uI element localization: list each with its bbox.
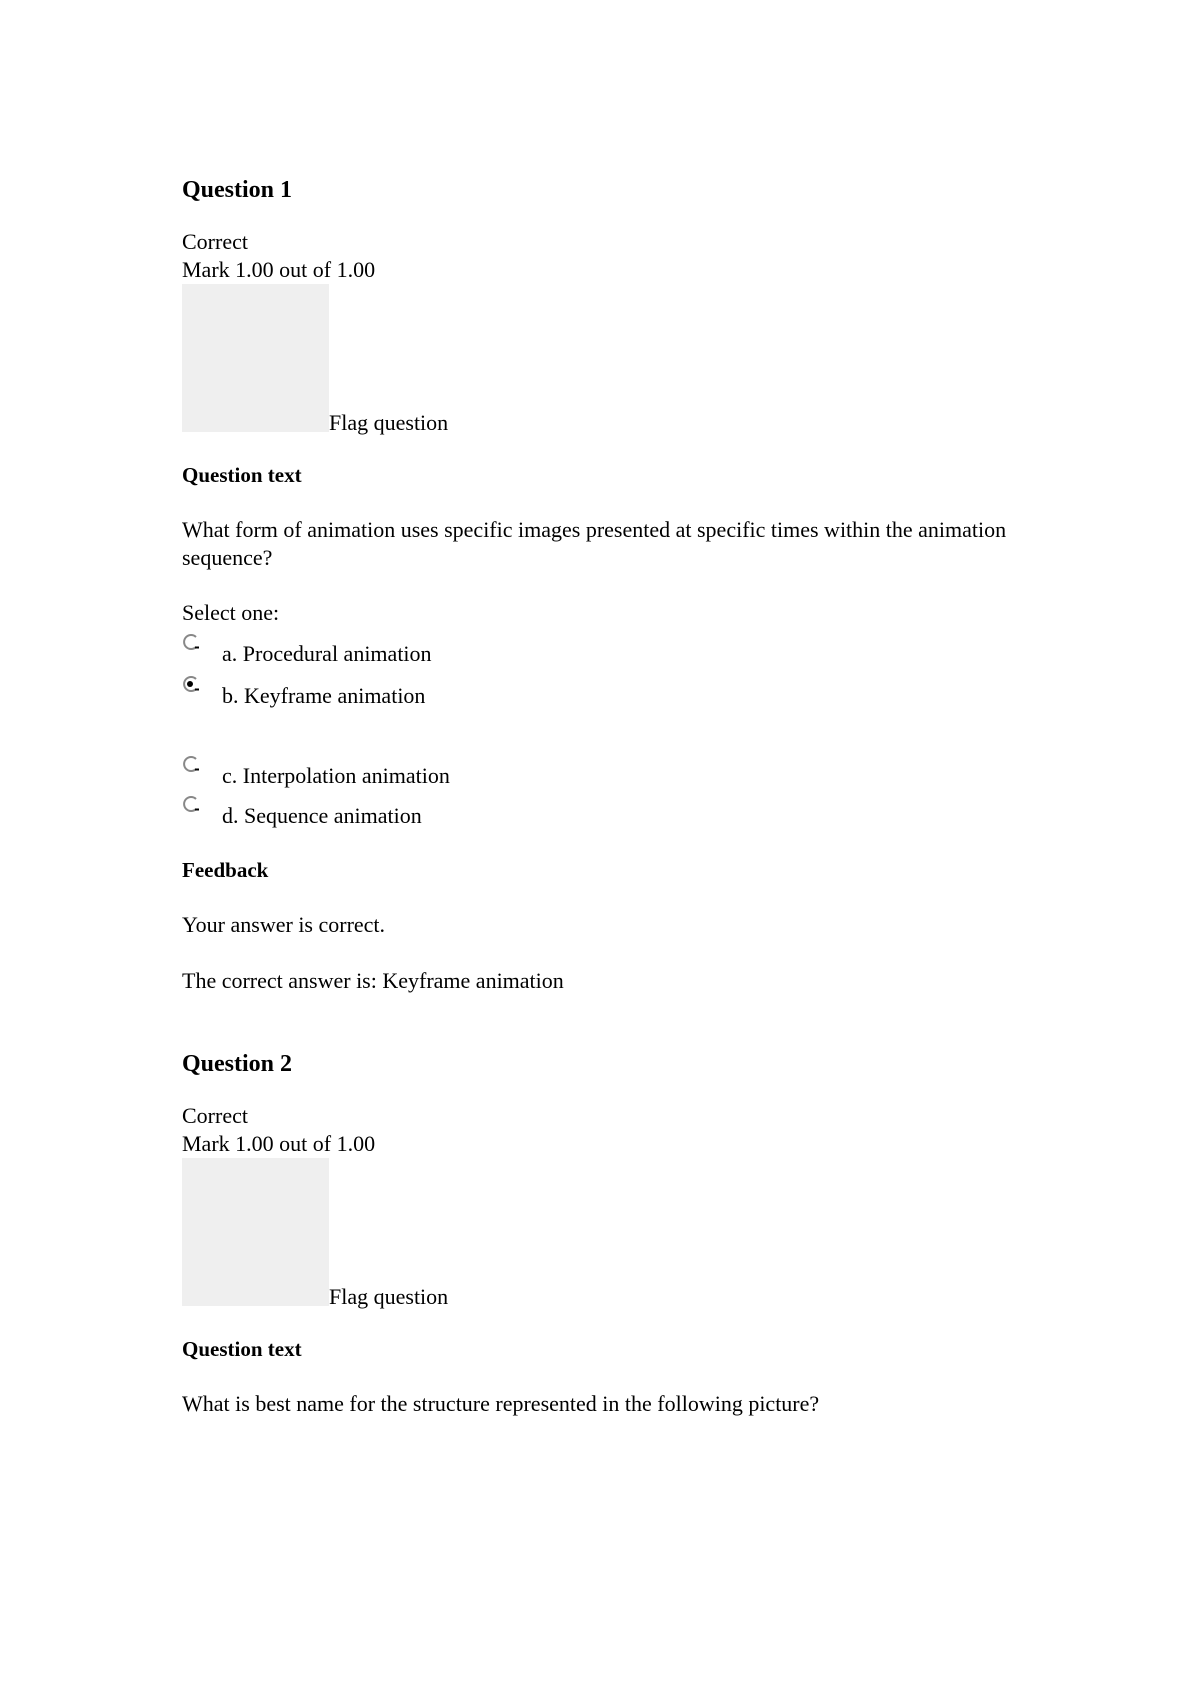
flag-icon[interactable] (182, 1158, 329, 1306)
answer-label: b. Keyframe animation (222, 683, 426, 708)
answer-label: d. Sequence animation (222, 803, 422, 828)
answer-label: a. Procedural animation (222, 641, 432, 666)
question-heading: Question 2 (182, 1051, 293, 1077)
flag-icon[interactable] (182, 284, 329, 432)
flag-question-label[interactable]: Flag question (329, 1284, 449, 1309)
question-heading: Question 1 (182, 177, 293, 203)
question-status: Correct (182, 229, 248, 254)
question-text: What form of animation uses specific images presented at specific times within the animation sequence? (182, 517, 1007, 570)
question-1 (182, 172, 1082, 995)
radio-unchecked-icon[interactable] (182, 633, 200, 651)
flag-question-control[interactable] (182, 284, 1082, 435)
radio-unchecked-icon[interactable] (182, 795, 200, 813)
radio-checked-icon[interactable] (182, 675, 200, 693)
feedback-correct-answer: The correct answer is: Keyframe animation (182, 968, 564, 993)
radio-unchecked-icon[interactable] (182, 755, 200, 773)
select-one-label: Select one: (182, 600, 280, 625)
feedback-result: Your answer is correct. (182, 912, 386, 937)
answer-option-a[interactable] (182, 639, 1082, 669)
answer-option-c[interactable] (182, 761, 1082, 791)
question-2 (182, 1046, 1082, 1418)
flag-question-label[interactable]: Flag question (329, 410, 449, 435)
question-status: Correct (182, 1103, 248, 1128)
question-mark: Mark 1.00 out of 1.00 (182, 1131, 376, 1156)
question-text-heading: Question text (182, 1337, 302, 1361)
answer-option-b[interactable] (182, 681, 1082, 711)
answer-label: c. Interpolation animation (222, 763, 450, 788)
feedback-heading: Feedback (182, 858, 269, 882)
answer-option-d[interactable] (182, 801, 1082, 831)
question-mark: Mark 1.00 out of 1.00 (182, 257, 376, 282)
flag-question-control[interactable] (182, 1158, 1082, 1309)
question-text: What is best name for the structure represented in the following picture? (182, 1391, 820, 1416)
question-text-heading: Question text (182, 463, 302, 487)
